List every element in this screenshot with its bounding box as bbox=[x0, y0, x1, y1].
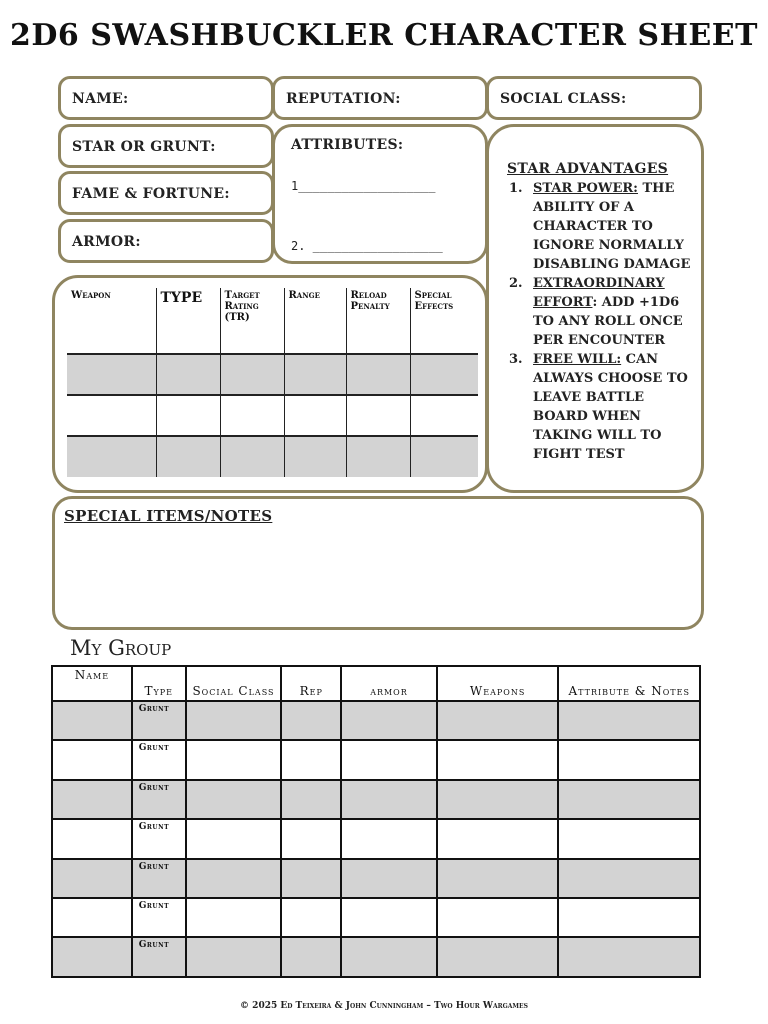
group-row[interactable] bbox=[52, 819, 700, 858]
weapons-box bbox=[52, 275, 488, 493]
special-items-notes-label: SPECIAL ITEMS/NOTES bbox=[64, 507, 273, 525]
attribute-line-1[interactable]: 1___________________ bbox=[291, 179, 436, 193]
name-field[interactable] bbox=[58, 76, 274, 120]
name-label: NAME: bbox=[72, 91, 129, 107]
group-header-social-class: Social Class bbox=[186, 666, 282, 701]
group-header-rep: Rep bbox=[281, 666, 341, 701]
attributes-label: ATTRIBUTES: bbox=[291, 137, 404, 153]
grunt-label: Grunt bbox=[138, 861, 170, 872]
group-header-weapons: Weapons bbox=[437, 666, 559, 701]
social-class-field[interactable] bbox=[486, 76, 702, 120]
armor-label: ARMOR: bbox=[72, 234, 141, 250]
star-advantages-heading: STAR ADVANTAGES bbox=[507, 161, 669, 177]
weapons-header-target-rating: Target Rating (TR) bbox=[220, 288, 284, 354]
grunt-label: Grunt bbox=[138, 900, 170, 911]
advantage-item: 1. STAR POWER: THE ABILITY OF A CHARACTER TO IGNORE NORMALLY DISABLING DAMAGE bbox=[509, 181, 691, 272]
weapons-header-type: TYPE bbox=[156, 288, 220, 354]
group-row[interactable] bbox=[52, 937, 700, 976]
group-row[interactable] bbox=[52, 898, 700, 937]
fame-fortune-label: FAME & FORTUNE: bbox=[72, 186, 230, 202]
attributes-box bbox=[272, 124, 488, 264]
weapons-table bbox=[67, 288, 478, 477]
weapons-header-reload-penalty: Reload Penalty bbox=[346, 288, 410, 354]
grunt-label: Grunt bbox=[138, 822, 170, 833]
reputation-field[interactable] bbox=[272, 76, 488, 120]
star-or-grunt-label: STAR OR GRUNT: bbox=[72, 139, 216, 155]
weapons-header-weapon: Weapon bbox=[67, 288, 156, 354]
reputation-label: REPUTATION: bbox=[286, 91, 401, 107]
star-advantages-list bbox=[507, 179, 693, 464]
group-table bbox=[51, 665, 701, 978]
grunt-label: Grunt bbox=[138, 782, 170, 793]
advantage-item: 2. EXTRAORDINARY EFFORT: ADD +1D6 TO ANY ROLL ONCE PER ENCOUNTER bbox=[509, 276, 683, 348]
group-header-type: Type bbox=[132, 666, 186, 701]
armor-field[interactable] bbox=[58, 219, 274, 263]
group-row[interactable] bbox=[52, 780, 700, 819]
weapon-row[interactable] bbox=[67, 436, 478, 477]
fame-fortune-field[interactable] bbox=[58, 171, 274, 215]
advantage-item: 3. FREE WILL: CAN ALWAYS CHOOSE TO LEAVE BATTLE BOARD WHEN TAKING WILL TO FIGHT TEST bbox=[509, 352, 688, 462]
grunt-label: Grunt bbox=[138, 940, 170, 951]
group-row[interactable] bbox=[52, 740, 700, 779]
my-group-heading: My Group bbox=[70, 636, 172, 660]
group-row[interactable] bbox=[52, 859, 700, 898]
group-header-armor: armor bbox=[341, 666, 437, 701]
weapons-header-row bbox=[67, 288, 478, 354]
grunt-label: Grunt bbox=[138, 704, 170, 714]
weapon-row[interactable] bbox=[67, 395, 478, 436]
grunt-label: Grunt bbox=[138, 743, 170, 754]
group-header-name: Name bbox=[52, 666, 132, 701]
group-row[interactable] bbox=[52, 701, 700, 740]
social-class-label: SOCIAL CLASS: bbox=[500, 91, 627, 107]
group-header-attribute-notes: Attribute & Notes bbox=[558, 666, 700, 701]
group-header-row bbox=[52, 666, 700, 701]
page-title: 2D6 SWASHBUCKLER CHARACTER SHEET bbox=[10, 18, 758, 53]
weapon-row[interactable] bbox=[67, 354, 478, 395]
special-items-notes-box[interactable] bbox=[52, 496, 704, 630]
footer-copyright: © 2025 Ed Teixeira & John Cunningham – Two Hour Wargames bbox=[240, 1001, 528, 1011]
attribute-line-2[interactable]: 2. __________________ bbox=[291, 239, 443, 253]
star-advantages-box bbox=[486, 124, 704, 493]
star-or-grunt-field[interactable] bbox=[58, 124, 274, 168]
weapons-header-special-effects: Special Effects bbox=[410, 288, 478, 354]
weapons-header-range: Range bbox=[284, 288, 346, 354]
